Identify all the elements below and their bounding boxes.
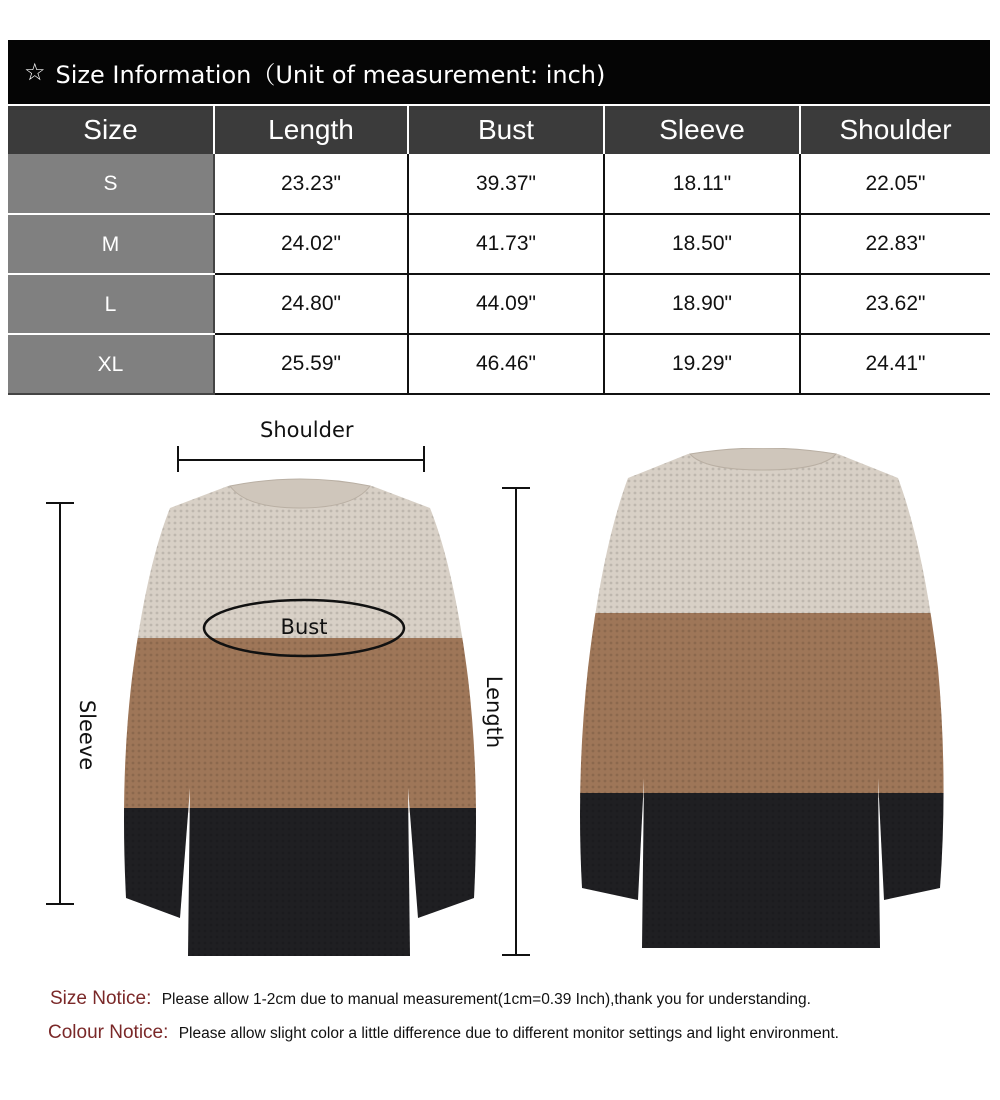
header-bust: Bust <box>408 106 604 154</box>
bust-cell: 44.09" <box>408 274 604 334</box>
length-cell: 24.02" <box>214 214 408 274</box>
bust-cell: 46.46" <box>408 334 604 394</box>
size-cell: S <box>8 154 214 214</box>
header-sleeve: Sleeve <box>604 106 800 154</box>
size-chart-table <box>8 106 990 395</box>
colour-notice-text: Please allow slight color a little difference due to different monitor settings and light environment. <box>178 1025 839 1042</box>
shoulder-cell: 22.05" <box>800 154 990 214</box>
length-cell: 24.80" <box>214 274 408 334</box>
length-cell: 23.23" <box>214 154 408 214</box>
size-notice <box>50 988 811 1010</box>
table-row <box>8 214 990 274</box>
bust-cell: 39.37" <box>408 154 604 214</box>
table-header-row <box>8 106 990 154</box>
sleeve-dimension-line <box>59 503 61 905</box>
bust-label: Bust <box>280 615 328 639</box>
shoulder-tick-right <box>423 446 425 472</box>
sleeve-cell: 18.90" <box>604 274 800 334</box>
sleeve-tick-top <box>46 502 74 504</box>
size-info-title: Size Information（Unit of measurement: inch) <box>55 60 606 89</box>
header-size: Size <box>8 106 214 154</box>
colour-notice-label: Colour Notice: <box>48 1022 169 1043</box>
bust-cell: 41.73" <box>408 214 604 274</box>
star-icon: ☆ <box>24 58 46 86</box>
shoulder-tick-left <box>177 446 179 472</box>
length-tick-top <box>502 487 530 489</box>
size-cell: L <box>8 274 214 334</box>
sweater-front-image <box>118 478 482 958</box>
shoulder-cell: 23.62" <box>800 274 990 334</box>
table-row <box>8 154 990 214</box>
size-notice-label: Size Notice: <box>50 988 152 1009</box>
header-length: Length <box>214 106 408 154</box>
size-cell: XL <box>8 334 214 394</box>
sleeve-tick-bottom <box>46 903 74 905</box>
shoulder-dimension-line <box>178 459 425 461</box>
sleeve-cell: 19.29" <box>604 334 800 394</box>
sleeve-cell: 18.11" <box>604 154 800 214</box>
length-dimension-line <box>515 488 517 956</box>
sleeve-label: Sleeve <box>75 699 100 771</box>
size-info-title-bar <box>8 40 990 104</box>
shoulder-cell: 22.83" <box>800 214 990 274</box>
table-row <box>8 334 990 394</box>
table-row <box>8 274 990 334</box>
shoulder-cell: 24.41" <box>800 334 990 394</box>
size-notice-text: Please allow 1-2cm due to manual measurement(1cm=0.39 Inch),thank you for understanding. <box>161 991 811 1008</box>
shoulder-label: Shoulder <box>260 418 354 442</box>
length-tick-bottom <box>502 954 530 956</box>
header-shoulder: Shoulder <box>800 106 990 154</box>
length-label: Length <box>482 675 507 749</box>
size-cell: M <box>8 214 214 274</box>
sweater-back-image <box>578 448 948 948</box>
length-cell: 25.59" <box>214 334 408 394</box>
sleeve-cell: 18.50" <box>604 214 800 274</box>
colour-notice <box>48 1022 839 1044</box>
